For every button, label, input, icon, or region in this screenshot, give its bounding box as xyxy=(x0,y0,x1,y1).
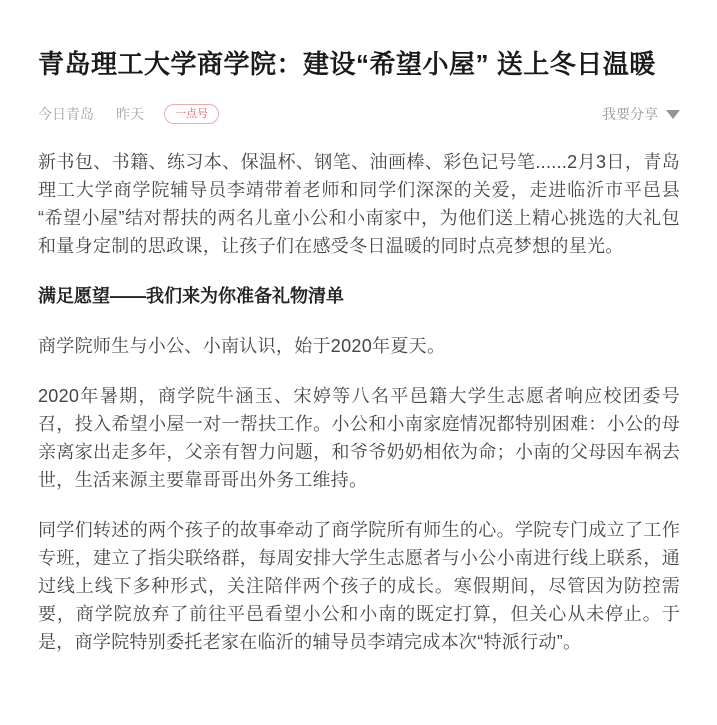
share-label: 我要分享 xyxy=(602,106,658,122)
article-paragraph: 同学们转述的两个孩子的故事牵动了商学院所有师生的心。学院专门成立了工作专班，建立了指尖联络群，每周安排大学生志愿者与小公小南进行线上联系，通过线上线下多种形式，关注陪伴两个孩子的成长。寒假期间，尽管因为防控需要，商学院放弃了前往平邑看望小公和小南的既定打算，但关心从未停止。于是，商学院特别委托老家在临沂的辅导员李靖完成本次“特派行动”。 xyxy=(38,520,680,652)
source-name[interactable]: 今日青岛 xyxy=(38,106,94,122)
publish-time: 昨天 xyxy=(116,106,144,122)
meta-row xyxy=(38,102,680,126)
caret-down-icon xyxy=(666,110,680,119)
article-title: 青岛理工大学商学院：建设“希望小屋” 送上冬日温暖 xyxy=(38,49,656,79)
article-paragraph: 新书包、书籍、练习本、保温杯、钢笔、油画棒、彩色记号笔......2月3日，青岛理工大学商学院辅导员李靖带着老师和同学们深深的关爱，走进临沂市平邑县“希望小屋”结对帮扶的两名儿童小公和小南家中，为他们送上精心挑选的大礼包和量身定制的思政课，让孩子们在感受冬日温暖的同时点亮梦想的星光。 xyxy=(38,152,680,256)
article-body xyxy=(38,148,680,656)
article-paragraph: 商学院师生与小公、小南认识，始于2020年夏天。 xyxy=(38,336,446,356)
platform-badge[interactable]: 一点号 xyxy=(164,104,219,124)
article-paragraph: 2020年暑期，商学院牛涵玉、宋婷等八名平邑籍大学生志愿者响应校团委号召，投入希望小屋一对一帮扶工作。小公和小南家庭情况都特别困难：小公的母亲离家出走多年，父亲有智力问题，和爷爷奶奶相依为命；小南的父母因车祸去世，生活来源主要靠哥哥出外务工维持。 xyxy=(38,386,680,490)
section-heading: 满足愿望——我们来为你准备礼物清单 xyxy=(38,286,344,306)
article-page xyxy=(0,46,717,656)
share-button[interactable] xyxy=(602,104,680,124)
